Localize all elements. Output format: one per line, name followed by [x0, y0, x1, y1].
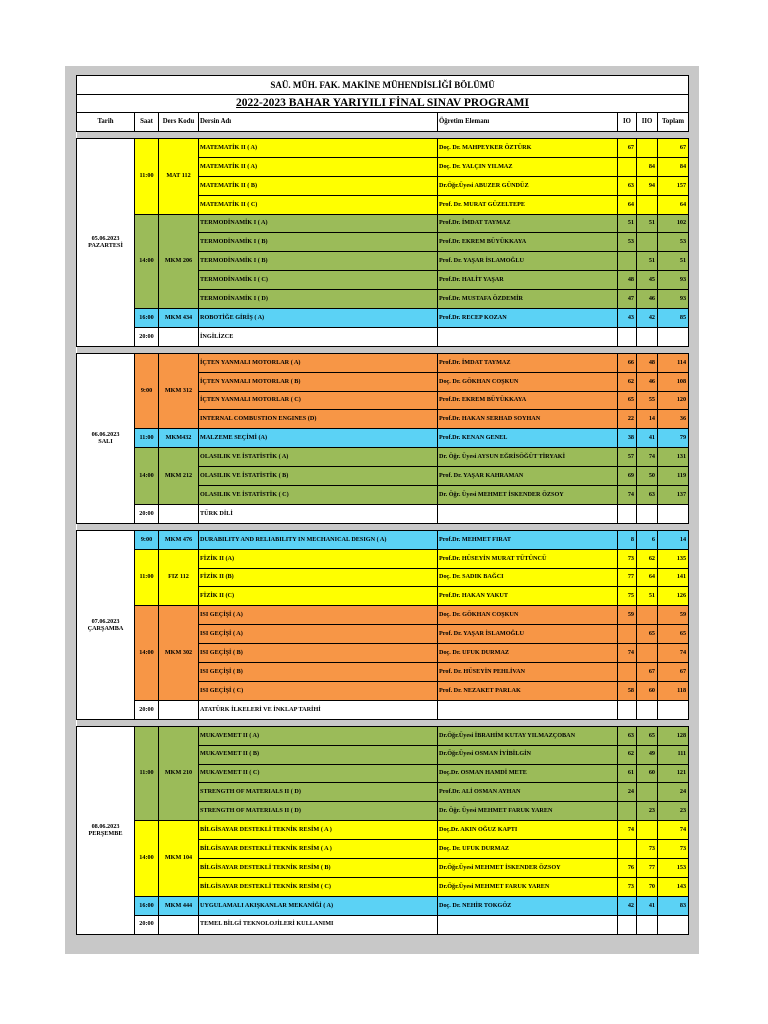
- day-separator-cell: [77, 523, 689, 530]
- course-code: MKM 212: [159, 448, 199, 505]
- iio-count: 64: [637, 568, 658, 587]
- schedule-title: 2022-2023 BAHAR YARIYILI FİNAL SINAV PROGRAMI: [77, 95, 689, 113]
- instructor-name: Doç.Dr. OSMAN HAMDİ METE: [438, 764, 618, 783]
- course-name: TERMODİNAMİK I ( C): [199, 271, 438, 290]
- exam-time: 11:00: [135, 549, 159, 606]
- exam-row: [77, 448, 689, 467]
- instructor-name: Prof.Dr. EKREM BÜYÜKKAYA: [438, 391, 618, 410]
- exam-time: 20:00: [135, 327, 159, 346]
- instructor-name: [438, 504, 618, 523]
- total-count: 51: [658, 252, 689, 271]
- course-name: İNGİLİZCE: [199, 327, 438, 346]
- io-count: 59: [618, 606, 637, 625]
- exam-date-cell: [77, 139, 135, 347]
- io-count: 61: [618, 764, 637, 783]
- day-separator: [77, 132, 689, 139]
- exam-time: 14:00: [135, 606, 159, 700]
- instructor-name: Prof. Dr. YAŞAR İSLAMOĞLU: [438, 252, 618, 271]
- exam-time: 20:00: [135, 700, 159, 719]
- io-count: [618, 157, 637, 176]
- exam-time: 11:00: [135, 726, 159, 820]
- total-count: 67: [658, 663, 689, 682]
- total-count: 135: [658, 549, 689, 568]
- io-count: 73: [618, 549, 637, 568]
- exam-row: [77, 726, 689, 745]
- exam-date: 08.06.2023: [91, 822, 120, 830]
- iio-count: 67: [637, 663, 658, 682]
- exam-row: [77, 429, 689, 448]
- total-count: 157: [658, 176, 689, 195]
- course-code: [159, 327, 199, 346]
- iio-count: 51: [637, 214, 658, 233]
- iio-count: 50: [637, 467, 658, 486]
- iio-count: 42: [637, 309, 658, 328]
- exam-time: 11:00: [135, 429, 159, 448]
- iio-count: 65: [637, 726, 658, 745]
- instructor-name: [438, 327, 618, 346]
- instructor-name: Doç. Dr. MAHPEYKER ÖZTÜRK: [438, 139, 618, 158]
- day-separator-cell: [77, 346, 689, 353]
- course-name: TERMODİNAMİK I ( B): [199, 233, 438, 252]
- total-count: 85: [658, 309, 689, 328]
- io-count: [618, 840, 637, 859]
- total-count: 74: [658, 821, 689, 840]
- col-header-code: Ders Kodu: [159, 113, 199, 132]
- course-code: MKM 434: [159, 309, 199, 328]
- total-count: 84: [658, 157, 689, 176]
- total-count: 121: [658, 764, 689, 783]
- total-count: 131: [658, 448, 689, 467]
- exam-row: [77, 353, 689, 372]
- total-count: 83: [658, 896, 689, 915]
- day-separator: [77, 523, 689, 530]
- course-name: UYGULAMALI AKIŞKANLAR MEKANİĞİ ( A): [199, 896, 438, 915]
- exam-row: [77, 549, 689, 568]
- course-code: MKM432: [159, 429, 199, 448]
- total-count: 102: [658, 214, 689, 233]
- instructor-name: Dr. Öğr. Üyesi MEHMET FARUK YAREN: [438, 802, 618, 821]
- course-name: STRENGTH OF MATERIALS II ( D): [199, 783, 438, 802]
- course-name: İÇTEN YANMALI MOTORLAR ( A): [199, 353, 438, 372]
- course-code: MKM 206: [159, 214, 199, 308]
- total-count: [658, 915, 689, 934]
- exam-time: 16:00: [135, 309, 159, 328]
- instructor-name: Doç. Dr. GÖKHAN COŞKUN: [438, 606, 618, 625]
- iio-count: 46: [637, 372, 658, 391]
- col-header-io: IO: [618, 113, 637, 132]
- total-count: 126: [658, 587, 689, 606]
- course-name: OLASILIK VE İSTATİSTİK ( C): [199, 486, 438, 505]
- instructor-name: Prof.Dr. KENAN GENEL: [438, 429, 618, 448]
- exam-time: 9:00: [135, 353, 159, 429]
- io-count: 74: [618, 821, 637, 840]
- course-name: BİLGİSAYAR DESTEKLİ TEKNİK RESİM ( A ): [199, 821, 438, 840]
- total-count: 108: [658, 372, 689, 391]
- course-name: TEMEL BİLGİ TEKNOLOJİLERİ KULLANIMI: [199, 915, 438, 934]
- io-count: 38: [618, 429, 637, 448]
- instructor-name: Dr.Öğr.Üyesi MEHMET İSKENDER ÖZSOY: [438, 858, 618, 877]
- io-count: 76: [618, 858, 637, 877]
- io-count: 63: [618, 726, 637, 745]
- day-separator-cell: [77, 132, 689, 139]
- io-count: [618, 915, 637, 934]
- course-name: MUKAVEMET II ( C): [199, 764, 438, 783]
- exam-date-cell: [77, 726, 135, 934]
- exam-row: [77, 821, 689, 840]
- iio-count: 51: [637, 252, 658, 271]
- total-count: 53: [658, 233, 689, 252]
- total-count: 153: [658, 858, 689, 877]
- total-count: [658, 327, 689, 346]
- instructor-name: Doç. Dr. YALÇIN YILMAZ: [438, 157, 618, 176]
- instructor-name: Prof.Dr. HÜSEYİN MURAT TÜTÜNCÜ: [438, 549, 618, 568]
- course-name: MATEMATİK II ( A): [199, 157, 438, 176]
- course-name: TERMODİNAMİK I ( B): [199, 252, 438, 271]
- course-code: MKM 476: [159, 530, 199, 549]
- io-count: 64: [618, 195, 637, 214]
- iio-count: 45: [637, 271, 658, 290]
- course-code: MKM 302: [159, 606, 199, 700]
- total-count: 24: [658, 783, 689, 802]
- iio-count: 74: [637, 448, 658, 467]
- io-count: [618, 625, 637, 644]
- total-count: 23: [658, 802, 689, 821]
- course-code: [159, 504, 199, 523]
- io-count: [618, 663, 637, 682]
- instructor-name: Prof.Dr. HAKAN YAKUT: [438, 587, 618, 606]
- io-count: 8: [618, 530, 637, 549]
- instructor-name: Doç.Dr. AKIN OĞUZ KAPTI: [438, 821, 618, 840]
- total-count: 143: [658, 877, 689, 896]
- course-name: BİLGİSAYAR DESTEKLİ TEKNİK RESİM ( C): [199, 877, 438, 896]
- course-name: MATEMATİK II ( A): [199, 139, 438, 158]
- iio-count: 62: [637, 549, 658, 568]
- instructor-name: Prof.Dr. MUSTAFA ÖZDEMİR: [438, 290, 618, 309]
- instructor-name: Dr.Öğr.Üyesi MEHMET FARUK YAREN: [438, 877, 618, 896]
- column-header-row: [77, 113, 689, 132]
- exam-row: [77, 139, 689, 158]
- io-count: 24: [618, 783, 637, 802]
- total-count: 79: [658, 429, 689, 448]
- col-header-instructor: Öğretim Elemanı: [438, 113, 618, 132]
- io-count: 51: [618, 214, 637, 233]
- exam-weekday: ÇARŞAMBA: [87, 624, 124, 632]
- course-name: TERMODİNAMİK I ( A): [199, 214, 438, 233]
- exam-schedule-sheet: [76, 75, 688, 935]
- io-count: 74: [618, 644, 637, 663]
- iio-count: [637, 783, 658, 802]
- course-name: TERMODİNAMİK I ( D): [199, 290, 438, 309]
- course-name: FİZİK II (C): [199, 587, 438, 606]
- io-count: 43: [618, 309, 637, 328]
- exam-time: 20:00: [135, 504, 159, 523]
- course-name: STRENGTH OF MATERIALS II ( D): [199, 802, 438, 821]
- day-separator: [77, 719, 689, 726]
- iio-count: 70: [637, 877, 658, 896]
- io-count: 63: [618, 176, 637, 195]
- course-name: MUKAVEMET II ( B): [199, 745, 438, 764]
- course-name: İÇTEN YANMALI MOTORLAR ( B): [199, 372, 438, 391]
- io-count: [618, 700, 637, 719]
- total-count: [658, 504, 689, 523]
- instructor-name: Doç. Dr. GÖKHAN COŞKUN: [438, 372, 618, 391]
- iio-count: [637, 915, 658, 934]
- course-code: [159, 915, 199, 934]
- total-count: 114: [658, 353, 689, 372]
- iio-count: 14: [637, 410, 658, 429]
- course-name: FİZİK II (A): [199, 549, 438, 568]
- exam-time: 11:00: [135, 139, 159, 215]
- iio-count: 60: [637, 681, 658, 700]
- instructor-name: Prof.Dr. İMDAT TAYMAZ: [438, 214, 618, 233]
- io-count: 69: [618, 467, 637, 486]
- total-count: 141: [658, 568, 689, 587]
- instructor-name: Dr.Öğr.Üyesi ABUZER GÜNDÜZ: [438, 176, 618, 195]
- iio-count: [637, 233, 658, 252]
- iio-count: 77: [637, 858, 658, 877]
- instructor-name: Dr.Öğr.Üyesi İBRAHİM KUTAY YILMAZÇOBAN: [438, 726, 618, 745]
- iio-count: [637, 821, 658, 840]
- exam-time: 14:00: [135, 821, 159, 897]
- io-count: 42: [618, 896, 637, 915]
- exam-row: [77, 327, 689, 346]
- io-count: 74: [618, 486, 637, 505]
- io-count: 77: [618, 568, 637, 587]
- instructor-name: Dr. Öğr. Üyesi AYSUN EĞRİSÖĞÜT TİRYAKİ: [438, 448, 618, 467]
- course-name: BİLGİSAYAR DESTEKLİ TEKNİK RESİM ( A ): [199, 840, 438, 859]
- exam-date: 07.06.2023: [91, 617, 120, 625]
- iio-count: 84: [637, 157, 658, 176]
- exam-schedule-table: [76, 75, 689, 935]
- course-code: MKM 312: [159, 353, 199, 429]
- col-header-time: Saat: [135, 113, 159, 132]
- col-header-iio: IIO: [637, 113, 658, 132]
- iio-count: [637, 700, 658, 719]
- iio-count: 94: [637, 176, 658, 195]
- course-name: MUKAVEMET II ( A): [199, 726, 438, 745]
- iio-count: 55: [637, 391, 658, 410]
- iio-count: [637, 606, 658, 625]
- course-name: FİZİK II (B): [199, 568, 438, 587]
- io-count: 65: [618, 391, 637, 410]
- instructor-name: Prof. Dr. HÜSEYİN PEHLİVAN: [438, 663, 618, 682]
- instructor-name: Doç. Dr. UFUK DURMAZ: [438, 840, 618, 859]
- iio-count: 65: [637, 625, 658, 644]
- course-name: OLASILIK VE İSTATİSTİK ( A): [199, 448, 438, 467]
- exam-row: [77, 309, 689, 328]
- course-code: MKM 444: [159, 896, 199, 915]
- instructor-name: Prof.Dr. İMDAT TAYMAZ: [438, 353, 618, 372]
- total-count: 73: [658, 840, 689, 859]
- instructor-name: Dr. Öğr. Üyesi MEHMET İSKENDER ÖZSOY: [438, 486, 618, 505]
- instructor-name: Prof. Dr. YAŞAR KAHRAMAN: [438, 467, 618, 486]
- instructor-name: Dr.Öğr.Üyesi OSMAN İYİBİLGİN: [438, 745, 618, 764]
- io-count: 48: [618, 271, 637, 290]
- io-count: 57: [618, 448, 637, 467]
- course-name: INTERNAL COMBUSTION ENGINES (D): [199, 410, 438, 429]
- course-code: MKM 210: [159, 726, 199, 820]
- exam-row: [77, 700, 689, 719]
- exam-time: 9:00: [135, 530, 159, 549]
- course-name: MALZEME SEÇİMİ (A): [199, 429, 438, 448]
- course-code: MKM 104: [159, 821, 199, 897]
- io-count: [618, 327, 637, 346]
- exam-weekday: SALI: [98, 438, 113, 446]
- exam-row: [77, 606, 689, 625]
- iio-count: 23: [637, 802, 658, 821]
- course-name: MATEMATİK II ( B): [199, 176, 438, 195]
- iio-count: 49: [637, 745, 658, 764]
- instructor-name: [438, 700, 618, 719]
- course-code: MAT 112: [159, 139, 199, 215]
- io-count: 75: [618, 587, 637, 606]
- instructor-name: Prof.Dr. HALİT YAŞAR: [438, 271, 618, 290]
- total-count: 93: [658, 271, 689, 290]
- io-count: 58: [618, 681, 637, 700]
- iio-count: 41: [637, 896, 658, 915]
- course-name: MATEMATİK II ( C): [199, 195, 438, 214]
- course-code: FIZ 112: [159, 549, 199, 606]
- io-count: 62: [618, 745, 637, 764]
- io-count: [618, 252, 637, 271]
- instructor-name: [438, 915, 618, 934]
- iio-count: [637, 139, 658, 158]
- instructor-name: Prof.Dr. MEHMET FIRAT: [438, 530, 618, 549]
- total-count: 120: [658, 391, 689, 410]
- iio-count: 41: [637, 429, 658, 448]
- total-count: 111: [658, 745, 689, 764]
- exam-time: 14:00: [135, 448, 159, 505]
- exam-row: [77, 504, 689, 523]
- io-count: 73: [618, 877, 637, 896]
- iio-count: [637, 504, 658, 523]
- instructor-name: Doç. Dr. SADIK BAĞCI: [438, 568, 618, 587]
- course-name: İÇTEN YANMALI MOTORLAR ( C): [199, 391, 438, 410]
- total-count: 36: [658, 410, 689, 429]
- iio-count: [637, 195, 658, 214]
- total-count: 74: [658, 644, 689, 663]
- io-count: 47: [618, 290, 637, 309]
- exam-date: 06.06.2023: [91, 431, 120, 439]
- course-code: [159, 700, 199, 719]
- total-count: 137: [658, 486, 689, 505]
- io-count: 62: [618, 372, 637, 391]
- exam-time: 20:00: [135, 915, 159, 934]
- day-separator-cell: [77, 719, 689, 726]
- total-count: 14: [658, 530, 689, 549]
- col-header-date: Tarih: [77, 113, 135, 132]
- total-count: 67: [658, 139, 689, 158]
- instructor-name: Prof. Dr. MURAT GÜZELTEPE: [438, 195, 618, 214]
- course-name: ATATÜRK İLKELERİ VE İNKLAP TARİHİ: [199, 700, 438, 719]
- course-name: BİLGİSAYAR DESTEKLİ TEKNİK RESİM ( B): [199, 858, 438, 877]
- course-name: ISI GEÇİŞİ ( B): [199, 663, 438, 682]
- total-count: [658, 700, 689, 719]
- total-count: 59: [658, 606, 689, 625]
- instructor-name: Prof.Dr. RECEP KOZAN: [438, 309, 618, 328]
- course-name: TÜRK DİLİ: [199, 504, 438, 523]
- total-count: 119: [658, 467, 689, 486]
- io-count: [618, 802, 637, 821]
- course-name: ROBOTİĞE GİRİŞ ( A): [199, 309, 438, 328]
- iio-count: 51: [637, 587, 658, 606]
- exam-time: 16:00: [135, 896, 159, 915]
- total-count: 64: [658, 195, 689, 214]
- iio-count: 48: [637, 353, 658, 372]
- department-title: SAÜ. MÜH. FAK. MAKİNE MÜHENDİSLİĞİ BÖLÜMÜ: [77, 76, 689, 95]
- instructor-name: Prof. Dr. YAŞAR İSLAMOĞLU: [438, 625, 618, 644]
- exam-row: [77, 896, 689, 915]
- iio-count: [637, 644, 658, 663]
- iio-count: 46: [637, 290, 658, 309]
- instructor-name: Doç. Dr. NEHİR TOKGÖZ: [438, 896, 618, 915]
- instructor-name: Prof.Dr. ALİ OSMAN AYHAN: [438, 783, 618, 802]
- exam-time: 14:00: [135, 214, 159, 308]
- instructor-name: Prof.Dr. HAKAN SERHAD SOYHAN: [438, 410, 618, 429]
- day-separator: [77, 346, 689, 353]
- iio-count: 6: [637, 530, 658, 549]
- course-name: ISI GEÇİŞİ ( B): [199, 644, 438, 663]
- instructor-name: Doç. Dr. UFUK DURMAZ: [438, 644, 618, 663]
- iio-count: 73: [637, 840, 658, 859]
- io-count: 67: [618, 139, 637, 158]
- col-header-course: Dersin Adı: [199, 113, 438, 132]
- course-name: ISI GEÇİŞİ ( A): [199, 606, 438, 625]
- instructor-name: Prof.Dr. EKREM BÜYÜKKAYA: [438, 233, 618, 252]
- total-count: 118: [658, 681, 689, 700]
- exam-row: [77, 214, 689, 233]
- instructor-name: Prof. Dr. NEZAKET PARLAK: [438, 681, 618, 700]
- exam-row: [77, 915, 689, 934]
- course-name: ISI GEÇİŞİ ( C): [199, 681, 438, 700]
- course-name: DURABILITY AND RELIABILITY IN MECHANICAL DESIGN ( A): [199, 530, 438, 549]
- io-count: 22: [618, 410, 637, 429]
- exam-row: [77, 530, 689, 549]
- course-name: OLASILIK VE İSTATİSTİK ( B): [199, 467, 438, 486]
- iio-count: 63: [637, 486, 658, 505]
- col-header-total: Toplam: [658, 113, 689, 132]
- iio-count: 60: [637, 764, 658, 783]
- total-count: 128: [658, 726, 689, 745]
- io-count: 66: [618, 353, 637, 372]
- io-count: 53: [618, 233, 637, 252]
- total-count: 93: [658, 290, 689, 309]
- course-name: ISI GEÇİŞİ ( A): [199, 625, 438, 644]
- exam-date-cell: [77, 530, 135, 719]
- exam-weekday: PERŞEMBE: [88, 830, 123, 838]
- exam-date: 05.06.2023: [91, 235, 120, 243]
- io-count: [618, 504, 637, 523]
- exam-date-cell: [77, 353, 135, 523]
- iio-count: [637, 327, 658, 346]
- total-count: 65: [658, 625, 689, 644]
- exam-weekday: PAZARTESİ: [88, 242, 123, 250]
